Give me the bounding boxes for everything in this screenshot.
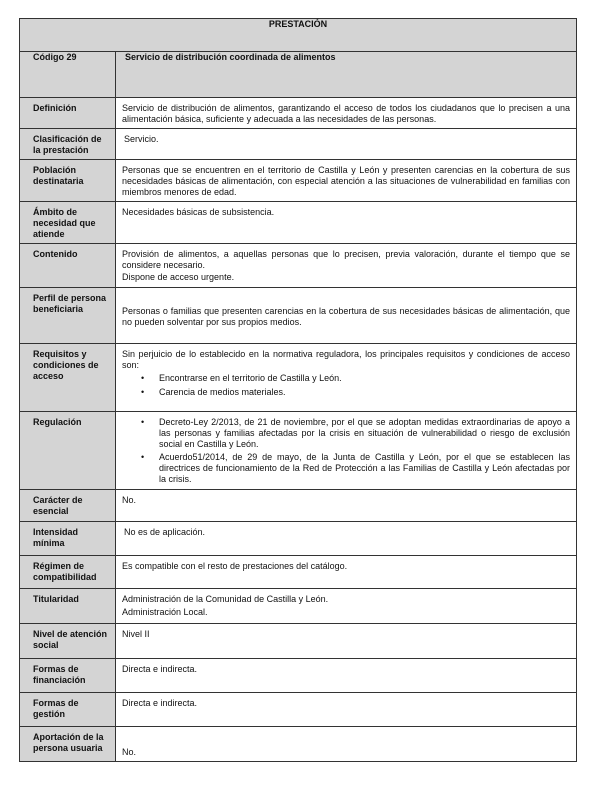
value-ambito: Necesidades básicas de subsistencia. (116, 202, 577, 244)
label-aportacion: Aportación de la persona usuaria (20, 727, 116, 762)
requisito-item: • Carencia de medios materiales. (122, 387, 570, 398)
row-regulacion (20, 412, 577, 490)
row-gestion (20, 693, 577, 727)
label-poblacion: Población destinataria (20, 160, 116, 202)
label-financiacion: Formas de financiación (20, 659, 116, 693)
row-financiacion (20, 659, 577, 693)
value-aportacion: No. (116, 727, 577, 762)
row-aportacion (20, 727, 577, 762)
row-clasificacion (20, 129, 577, 160)
label-contenido: Contenido (20, 244, 116, 288)
row-definicion (20, 98, 577, 129)
value-poblacion: Personas que se encuentren en el territorio de Castilla y León y presenten carencias en la cobertura de sus necesidades básicas de alimentación, con especial atención a las situaciones de vulnerabilidad en familias con miembros menores de edad. (116, 160, 577, 202)
value-regimen: Es compatible con el resto de prestaciones del catálogo. (116, 556, 577, 589)
label-gestion: Formas de gestión (20, 693, 116, 727)
value-caracter: No. (116, 490, 577, 522)
value-requisitos (116, 344, 577, 412)
label-definicion: Definición (20, 98, 116, 129)
row-nivel (20, 624, 577, 659)
value-financiacion: Directa e indirecta. (116, 659, 577, 693)
label-regimen: Régimen de compatibilidad (20, 556, 116, 589)
label-regulacion: Regulación (20, 412, 116, 490)
label-nivel: Nivel de atención social (20, 624, 116, 659)
label-perfil: Perfil de persona beneficiaria (20, 288, 116, 344)
row-contenido (20, 244, 577, 288)
row-poblacion (20, 160, 577, 202)
label-clasificacion: Clasificación de la prestación (20, 129, 116, 160)
label-titularidad: Titularidad (20, 589, 116, 624)
value-gestion: Directa e indirecta. (116, 693, 577, 727)
row-perfil (20, 288, 577, 344)
requisitos-intro: Sin perjuicio de lo establecido en la normativa reguladora, los principales requisitos y condiciones de acceso son: (122, 349, 570, 370)
row-titularidad (20, 589, 577, 624)
contenido-urgente: Dispone de acceso urgente. (122, 272, 235, 282)
value-regulacion (116, 412, 577, 490)
requisito-item: • Encontrarse en el territorio de Castilla y León. (122, 373, 570, 384)
row-intensidad (20, 522, 577, 556)
value-intensidad: No es de aplicación. (116, 522, 577, 556)
value-definicion: Servicio de distribución de alimentos, garantizando el acceso de todos los ciudadanos que lo precisen a una alimentación básica, suficiente y adecuada a las necesidades de las personas. (116, 98, 577, 129)
value-nivel: Nivel II (116, 624, 577, 659)
row-caracter (20, 490, 577, 522)
titularidad-1: Administración de la Comunidad de Castilla y León. (122, 594, 329, 604)
regulacion-item: • Acuerdo51/2014, de 29 de mayo, de la Junta de Castilla y León, por el que se establecen las directrices de funcionamiento de la Red de Protección a las Familias de Castilla y León afectadas por la crisis. (122, 452, 570, 485)
requisitos-list (122, 373, 570, 398)
label-ambito: Ámbito de necesidad que atiende (20, 202, 116, 244)
row-requisitos (20, 344, 577, 412)
value-perfil: Personas o familias que presenten carencias en la cobertura de sus necesidades básicas de alimentación, que no pueden solventar por sus propios medios. (116, 288, 577, 344)
header-row (20, 19, 577, 52)
titularidad-2: Administración Local. (122, 607, 208, 617)
row-regimen (20, 556, 577, 589)
label-requisitos: Requisitos y condiciones de acceso (20, 344, 116, 412)
regulacion-item: • Decreto-Ley 2/2013, de 21 de noviembre, por el que se adoptan medidas extraordinarias de apoyo a las personas y familias afectadas por la crisis en situación de vulnerabilidad o riesgo de exclusión social en Castilla y León. (122, 417, 570, 450)
service-name: Servicio de distribución coordinada de alimentos (116, 52, 577, 98)
code-row (20, 52, 577, 98)
contenido-text: Provisión de alimentos, a aquellas personas que lo precisen, previa valoración, durante el tiempo que se considere necesario. (122, 249, 570, 270)
label-intensidad: Intensidad mínima (20, 522, 116, 556)
value-titularidad (116, 589, 577, 624)
table-title: PRESTACIÓN (20, 19, 577, 52)
regulacion-list (122, 417, 570, 485)
value-contenido (116, 244, 577, 288)
row-ambito (20, 202, 577, 244)
prestacion-table (19, 18, 577, 762)
label-caracter: Carácter de esencial (20, 490, 116, 522)
value-clasificacion: Servicio. (116, 129, 577, 160)
code-label: Código 29 (20, 52, 116, 98)
